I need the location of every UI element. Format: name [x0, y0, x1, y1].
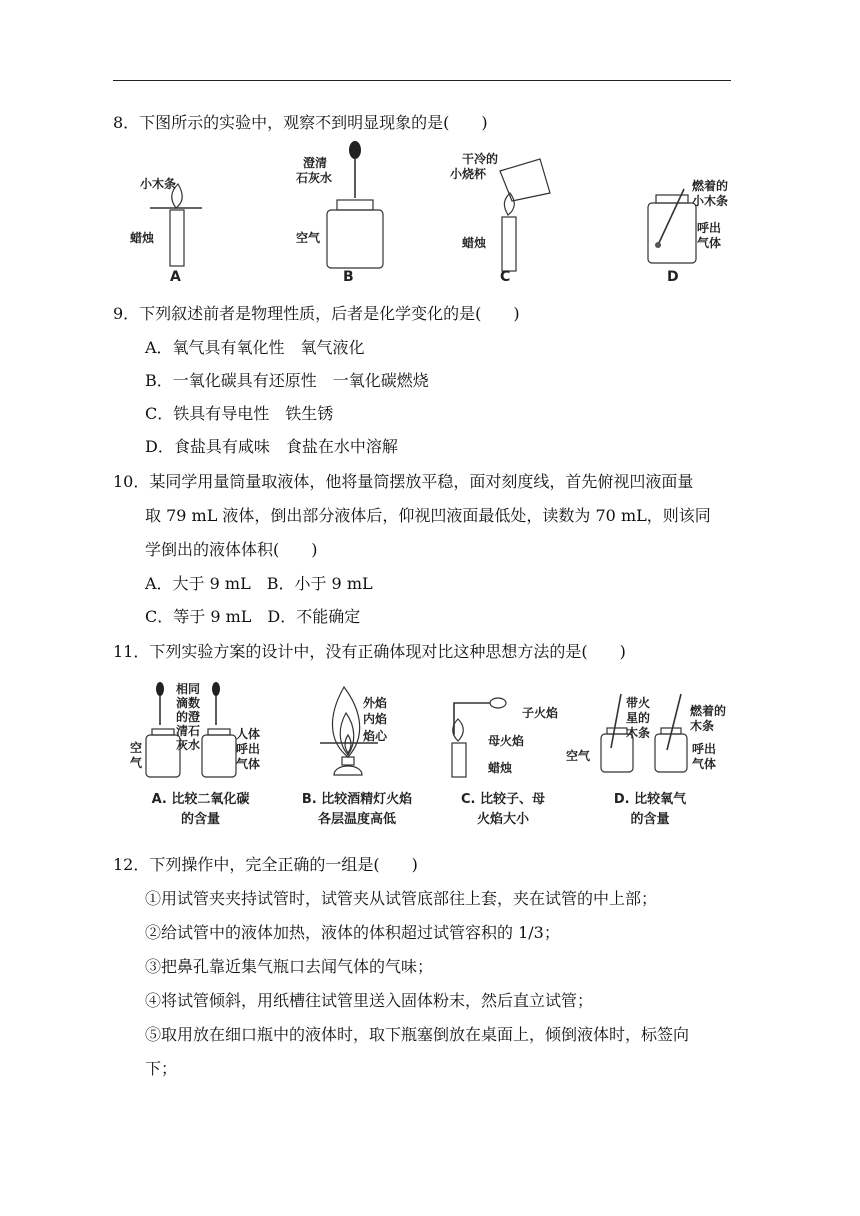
q11-stem: 11．下列实验方案的设计中，没有正确体现对比这种思想方法的是( ) [113, 642, 626, 661]
label-child-flame: 子火焰 [522, 706, 559, 720]
q12-item-1: ①用试管夹夹持试管时，试管夹从试管底部往上套，夹在试管的中上部； [145, 889, 658, 908]
q12-item-5: ⑤取用放在细口瓶中的液体时，取下瓶塞倒放在桌面上，倾倒液体时，标签向 [145, 1025, 690, 1044]
label-d-air: 空气 [566, 749, 591, 763]
caption-11c-line2: 火焰大小 [476, 811, 529, 827]
label-burning-1: 燃着的 [690, 704, 727, 718]
label-a-1: 相同 [176, 682, 201, 696]
caption-11d-line1: D. 比较氧气 [613, 792, 687, 807]
label-a-human-1: 人体 [236, 727, 261, 741]
beaker-candle-drawing [480, 155, 570, 275]
header-rule [113, 80, 731, 81]
label-a-air-2: 气 [130, 756, 143, 770]
label-outer-flame: 外焰 [363, 696, 388, 710]
caption-11b-line1: B. 比较酒精灯火焰 [301, 792, 413, 807]
q9-option-d: D．食盐具有咸味 食盐在水中溶解 [145, 437, 398, 456]
label-candle-c: 蜡烛 [462, 236, 487, 250]
label-burning-stick-2: 小木条 [692, 194, 729, 208]
label-a-3: 的澄 [176, 710, 201, 724]
q9-stem: 9．下列叙述前者是物理性质，后者是化学变化的是( ) [113, 304, 520, 323]
label-candle: 蜡烛 [130, 231, 155, 245]
label-cold-beaker-2: 小烧杯 [450, 167, 487, 181]
label-cold-beaker-1: 干冷的 [462, 152, 499, 166]
q10-options-row2: C．等于 9 mL D．不能确定 [145, 607, 361, 626]
caption-11a-line2: 的含量 [180, 811, 220, 827]
q10-options-row1: A．大于 9 mL B．小于 9 mL [145, 574, 373, 593]
caption-11d [595, 790, 705, 829]
q8-stem: 8．下图所示的实验中，观察不到明显现象的是( ) [113, 113, 488, 132]
label-candle-11c: 蜡烛 [488, 761, 513, 775]
caption-11a [133, 790, 268, 829]
q9-option-b: B．一氧化碳具有还原性 一氧化碳燃烧 [145, 371, 429, 390]
caption-b: B [343, 269, 354, 285]
q12-item-3: ③把鼻孔靠近集气瓶口去闻气体的气味； [145, 957, 434, 976]
label-glowing-1: 带火 [626, 696, 651, 710]
q10-stem-line1: 10．某同学用量筒量取液体，他将量筒摆放平稳，面对刻度线，首先俯视凹液面量 [113, 472, 694, 491]
label-small-stick: 小木条 [140, 177, 177, 191]
label-d-exhaled-1: 呼出 [692, 742, 717, 756]
q10-stem-line2: 取 79 mL 液体，倒出部分液体后，仰视凹液面最低处，读数为 70 mL，则该同 [145, 506, 711, 525]
caption-c: C [500, 269, 511, 285]
caption-11d-line2: 的含量 [630, 811, 670, 827]
label-limewater-2: 石灰水 [296, 171, 333, 185]
candle-stick-drawing [140, 177, 220, 280]
label-air: 空气 [296, 231, 321, 245]
q12-stem: 12．下列操作中，完全正确的一组是( ) [113, 855, 418, 874]
caption-11b [282, 790, 432, 829]
label-burning-2: 木条 [690, 719, 715, 733]
label-exhaled-2: 气体 [697, 236, 722, 250]
q12-item-4: ④将试管倾斜，用纸槽往试管里送入固体粉末，然后直立试管； [145, 991, 594, 1010]
q12-item-5-cont: 下； [145, 1059, 178, 1078]
label-a-2: 滴数 [176, 696, 201, 710]
label-limewater-1: 澄清 [303, 156, 328, 170]
caption-11c-line1: C. 比较子、母 [460, 792, 545, 807]
label-a-air-1: 空 [130, 741, 143, 755]
label-glowing-2: 星的 [626, 711, 651, 725]
label-glowing-3: 木条 [626, 726, 651, 740]
q12-item-2: ②给试管中的液体加热，液体的体积超过试管容积的 1/3； [145, 923, 560, 942]
label-a-4: 清石 [176, 724, 201, 738]
label-burning-stick-1: 燃着的 [692, 179, 729, 193]
label-a-human-3: 气体 [236, 757, 261, 771]
caption-a: A [170, 269, 181, 285]
label-flame-core: 焰心 [363, 729, 388, 743]
caption-d: D [667, 269, 679, 285]
caption-11a-line1: A. 比较二氧化碳 [151, 792, 250, 807]
label-exhaled-1: 呼出 [697, 221, 722, 235]
label-a-human-2: 呼出 [236, 742, 261, 756]
q9-option-c: C．铁具有导电性 铁生锈 [145, 404, 334, 423]
label-mother-flame: 母火焰 [488, 734, 525, 748]
label-d-exhaled-2: 气体 [692, 757, 717, 771]
caption-11c [438, 790, 568, 829]
q10-stem-line3: 学倒出的液体体积( ) [145, 540, 318, 559]
label-inner-flame: 内焰 [363, 712, 388, 726]
caption-11b-line2: 各层温度高低 [317, 811, 396, 827]
q9-option-a: A．氧气具有氧化性 氧气液化 [145, 338, 365, 357]
label-a-5: 灰水 [176, 738, 201, 752]
